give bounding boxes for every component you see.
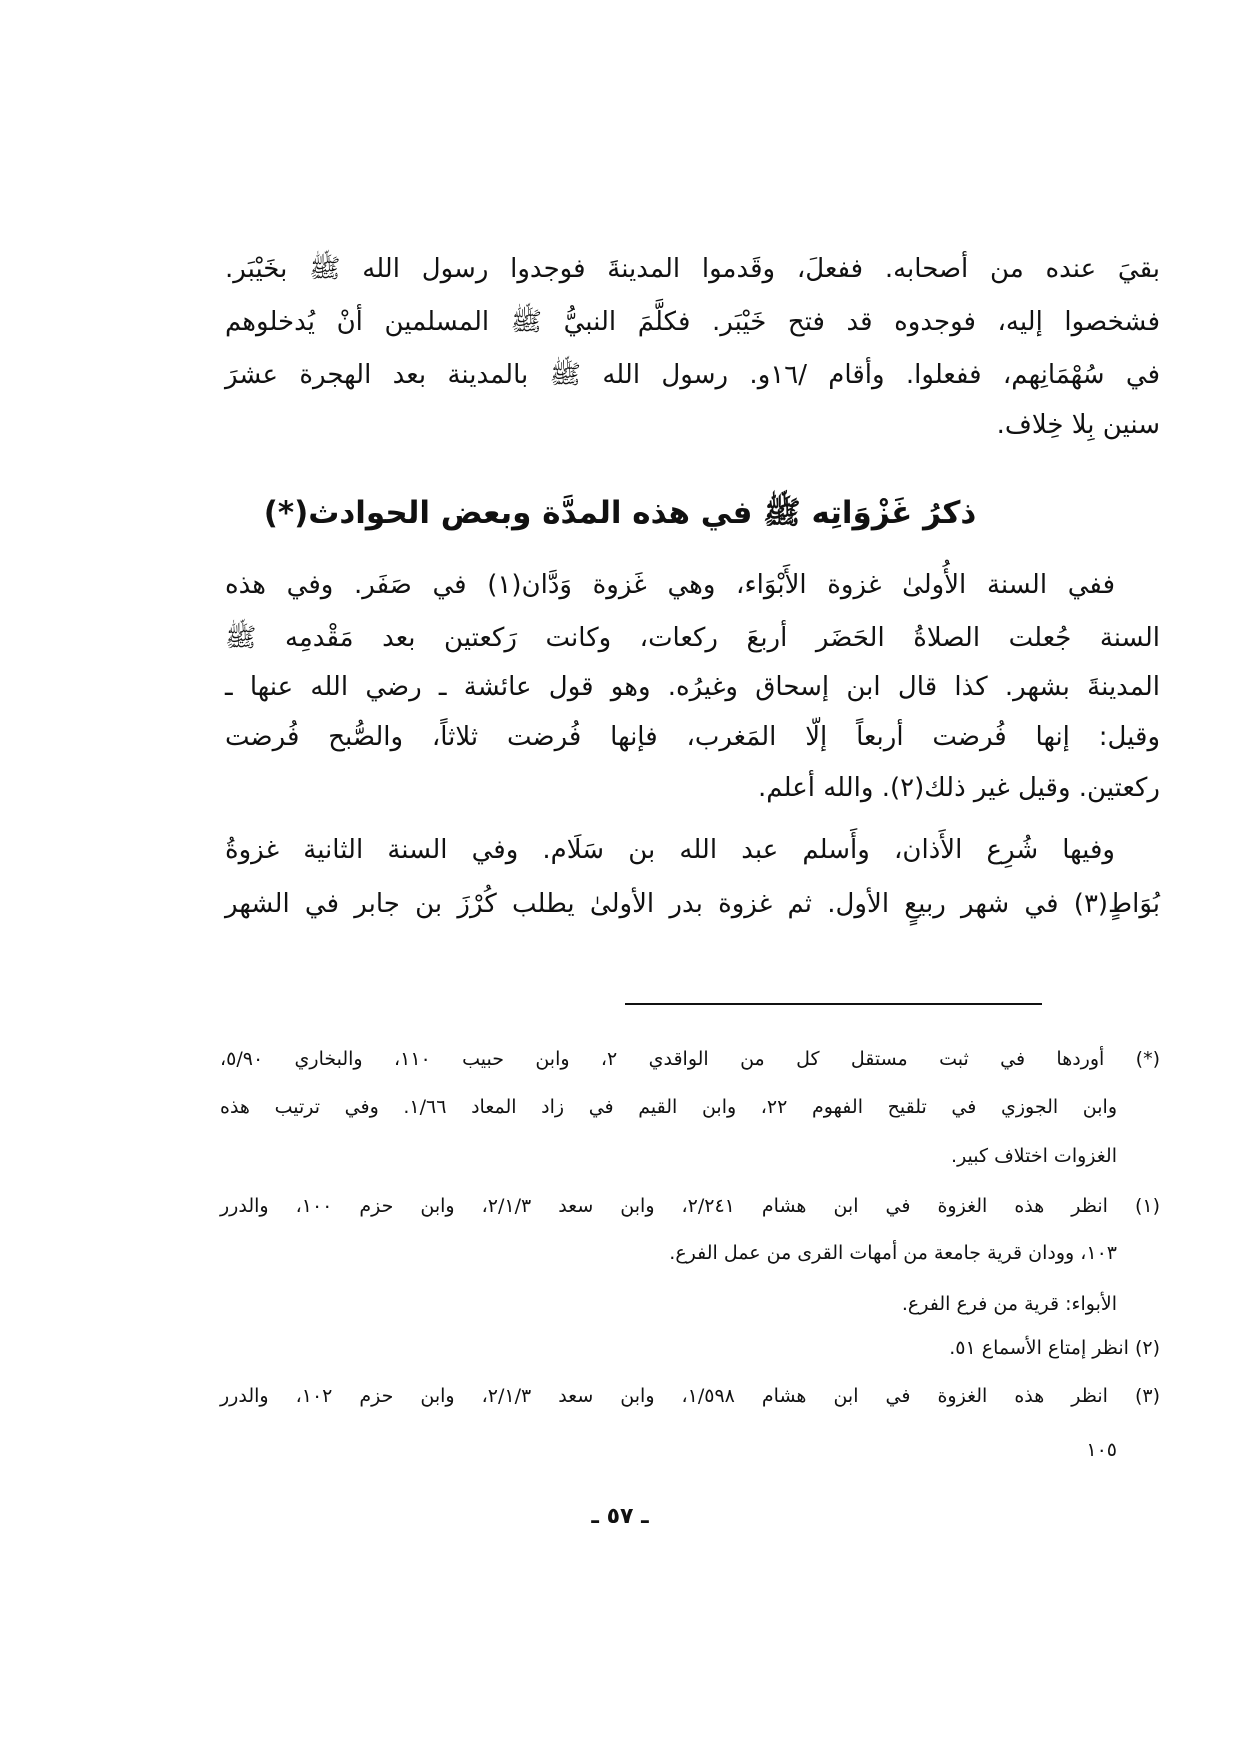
footnote-line: ١٠٥	[1086, 1439, 1117, 1461]
footnote-line: (١) انظر هذه الغزوة في ابن هشام ٢/٢٤١، وابن سعد ٢/١/٣، وابن حزم ١٠٠، والدرر	[220, 1195, 1161, 1217]
body-line: بقيَ عنده من أصحابه. ففعلَ، وقَدموا المدينةَ فوجدوا رسول الله ﷺ بخَيْبَر.	[225, 254, 1160, 284]
footnote-separator	[625, 1003, 1042, 1005]
footnote-line: وابن الجوزي في تلقيح الفهوم ٢٢، وابن القيم في زاد المعاد ١/٦٦. وفي ترتيب هذه	[220, 1096, 1117, 1118]
body-line: وقيل: إنها فُرضت أربعاً إلّا المَغرب، فإنها فُرضت ثلاثاً، والصُّبح فُرضت	[225, 722, 1160, 752]
footnote-line: (٣) انظر هذه الغزوة في ابن هشام ١/٥٩٨، وابن سعد ٢/١/٣، وابن حزم ١٠٢، والدرر	[220, 1385, 1161, 1407]
body-line: بُوَاطٍ(٣) في شهر ربيعٍ الأول. ثم غزوة بدر الأولىٰ يطلب كُرْزَ بن جابر في الشهر	[225, 889, 1160, 919]
section-heading: ذكرُ غَزْوَاتِه ﷺ في هذه المدَّة وبعض الحوادث(*)	[263, 495, 977, 531]
footnote-line: الغزوات اختلاف كبير.	[951, 1145, 1117, 1167]
body-line: ركعتين. وقيل غير ذلك(٢). والله أعلم.	[758, 773, 1160, 803]
body-line: سنين بِلا خِلاف.	[996, 410, 1160, 440]
footnote-line: (*) أوردها في ثبت مستقل كل من الواقدي ٢، وابن حبيب ١١٠، والبخاري ٥/٩٠،	[220, 1048, 1160, 1070]
body-line: في سُهْمَانِهم، ففعلوا. وأقام /١٦و. رسول الله ﷺ بالمدينة بعد الهجرة عشرَ	[225, 360, 1161, 390]
footnote-line: ١٠٣، وودان قرية جامعة من أمهات القرى من عمل الفرع.	[669, 1242, 1117, 1264]
body-line: فشخصوا إليه، فوجدوه قد فتح خَيْبَر. فكلَّمَ النبيُّ ﷺ المسلمين أنْ يُدخلوهم	[225, 307, 1160, 337]
body-line: ففي السنة الأُولىٰ غزوة الأَبْوَاء، وهي غَزوة وَدَّان(١) في صَفَر. وفي هذه	[225, 570, 1116, 600]
body-line: السنة جُعلت الصلاةُ الحَضَر أربعَ ركعات، وكانت رَكعتين بعد مَقْدمِه ﷺ	[225, 623, 1160, 653]
footnote-line: (٢) انظر إمتاع الأسماع ٥١.	[949, 1337, 1160, 1359]
page-number: ـ ٥٧ ـ	[591, 1504, 649, 1529]
footnote-line: الأبواء: قرية من فرع الفرع.	[901, 1293, 1117, 1315]
body-line: وفيها شُرِع الأَذان، وأَسلم عبد الله بن سَلَام. وفي السنة الثانية غزوةُ	[225, 835, 1115, 865]
body-line: المدينةَ بشهر. كذا قال ابن إسحاق وغيرُه. وهو قول عائشة ـ رضي الله عنها ـ	[225, 672, 1160, 702]
